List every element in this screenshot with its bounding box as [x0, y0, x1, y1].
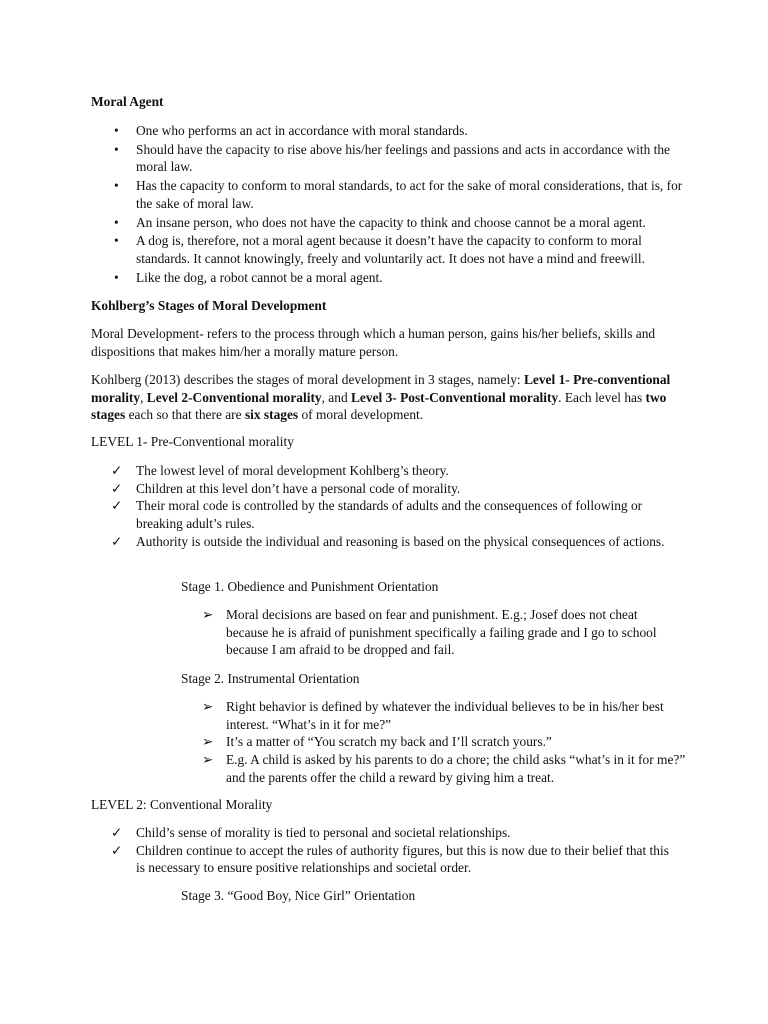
- list-item: ➢ It’s a matter of “You scratch my back and I’ll scratch yours.”: [202, 734, 552, 750]
- arrow-bullet-icon: ➢: [202, 752, 214, 768]
- bullet-icon: •: [114, 233, 119, 249]
- stage2-list: [202, 698, 686, 787]
- arrow-bullet-icon: ➢: [202, 734, 214, 750]
- list-item: • Like the dog, a robot cannot be a moral agent.: [114, 269, 383, 285]
- list-item: ✓ Child’s sense of morality is tied to personal and societal relationships.: [111, 825, 511, 840]
- list-item: • An insane person, who does not have the capacity to think and choose cannot be a moral agent.: [114, 214, 646, 230]
- checkmark-icon: ✓: [111, 480, 123, 496]
- checkmark-icon: ✓: [111, 463, 123, 478]
- stage1-heading: Stage 1. Obedience and Punishment Orientation: [181, 579, 439, 594]
- level2-list: [111, 824, 674, 877]
- list-item: ✓ The lowest level of moral development Kohlberg’s theory.: [111, 463, 449, 478]
- moral-development-definition: Moral Development- refers to the process through which a human person, gains his/her beliefs, skills and dispositions that makes him/her a morally mature person.: [91, 326, 656, 359]
- list-item: • A dog is, therefore, not a moral agent because it doesn’t have the capacity to conform to moral standards. It cannot knowingly, freely and voluntarily act. It does not have a mind and freewill.: [114, 233, 645, 266]
- stage3-heading: Stage 3. “Good Boy, Nice Girl” Orientation: [181, 888, 416, 903]
- moral-agent-heading: Moral Agent: [91, 94, 164, 109]
- list-item: ➢ Moral decisions are based on fear and punishment. E.g.; Josef does not cheat because he is afraid of punishment specifically a failing grade and I go to school because I am afraid to be dropped and fail.: [202, 607, 657, 658]
- checkmark-icon: ✓: [111, 825, 123, 840]
- list-item: • Has the capacity to conform to moral standards, to act for the sake of moral considerations, that is, for the sake of moral law.: [114, 178, 683, 211]
- bullet-icon: •: [114, 214, 119, 230]
- bullet-icon: •: [114, 269, 119, 285]
- checkmark-icon: ✓: [111, 842, 123, 858]
- moral-agent-list: [114, 122, 696, 286]
- list-item: ✓ Authority is outside the individual and reasoning is based on the physical consequences of actions.: [111, 533, 665, 549]
- bullet-icon: •: [114, 123, 119, 138]
- level1-list: [111, 462, 676, 551]
- arrow-bullet-icon: ➢: [202, 699, 214, 714]
- stage2-heading: Stage 2. Instrumental Orientation: [181, 671, 360, 686]
- bullet-icon: •: [114, 141, 119, 157]
- list-item: ✓ Their moral code is controlled by the standards of adults and the consequences of following or breaking adult’s rules.: [111, 498, 643, 532]
- list-item: ✓ Children at this level don’t have a personal code of morality.: [111, 480, 461, 496]
- list-item: ➢ Right behavior is defined by whatever the individual believes to be in his/her best interest. “What’s in it for me?”: [202, 699, 664, 732]
- stage1-list: [202, 606, 681, 659]
- kohlberg-intro: Kohlberg (2013) describes the stages of moral development in 3 stages, namely: Level 1- Pre-conventional morality, Level 2-Conventional morality, and Level 3- Post-Conventional morality. Each level has two stages each so that there are six stages of moral development.: [91, 372, 671, 423]
- checkmark-icon: ✓: [111, 498, 123, 514]
- list-item: ✓ Children continue to accept the rules of authority figures, but this is now due to their belief that this is necessary to ensure positive relationships and societal order.: [111, 842, 669, 876]
- list-item: • One who performs an act in accordance with moral standards.: [114, 123, 468, 138]
- list-item: • Should have the capacity to rise above his/her feelings and passions and acts in accordance with the moral law.: [114, 141, 670, 175]
- checkmark-icon: ✓: [111, 533, 123, 549]
- bullet-icon: •: [114, 178, 119, 194]
- kohlberg-heading: Kohlberg’s Stages of Moral Development: [91, 298, 327, 313]
- level1-heading: LEVEL 1- Pre-Conventional morality: [91, 434, 294, 449]
- list-item: ➢ E.g. A child is asked by his parents to do a chore; the child asks “what’s in it for me?” and the parents offer the child a reward by giving him a treat.: [202, 752, 686, 785]
- arrow-bullet-icon: ➢: [202, 607, 214, 622]
- level2-heading: LEVEL 2: Conventional Morality: [91, 797, 273, 812]
